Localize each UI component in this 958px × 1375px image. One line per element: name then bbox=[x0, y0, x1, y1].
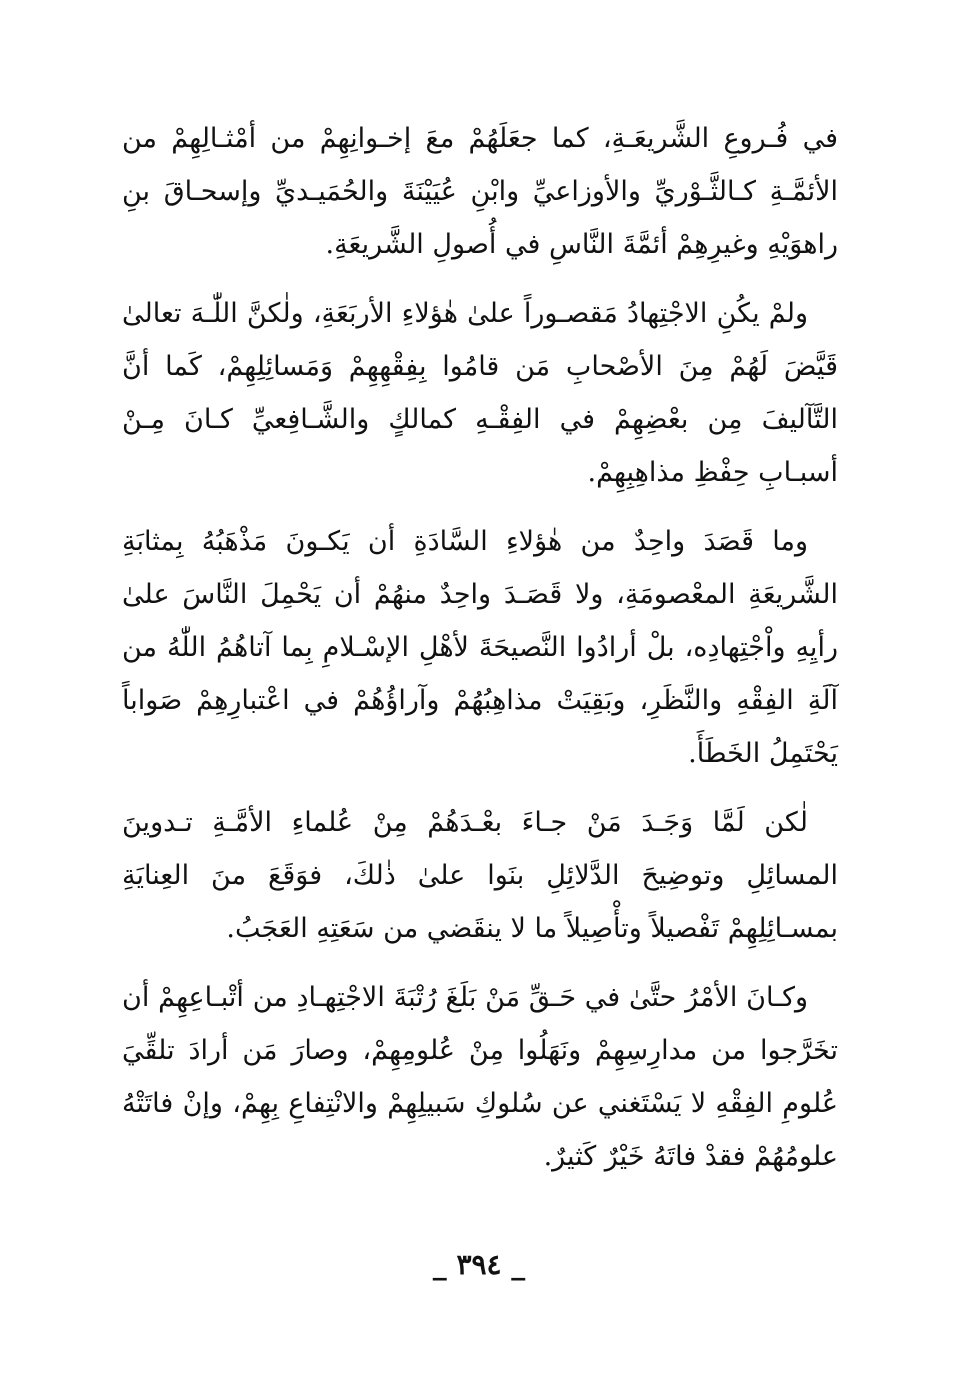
page-number: _ ٣٩٤ _ bbox=[432, 1248, 526, 1281]
paragraph-1: في فُـروعِ الشَّريعَـةِ، كما جعَلَهُمْ معَ إخـوانِهِمْ من أمْثـالِهِمْ من الأئمَّـةِ كـالثَّـوْريِّ والأوزاعيِّ وابْنِ عُيَيْنَةَ والحُمَيـديِّ وإسحـاقَ بنِ راهوَيْهِ وغيرِهِمْ أئمَّةَ النَّاسِ في أُصولِ الشَّريعَةِ. bbox=[122, 123, 838, 260]
paragraph-2: ولمْ يكُنِ الاجْتِهادُ مَقصـوراً علىٰ هٰؤلاءِ الأربَعَةِ، ولٰكنَّ اللّٰـهَ تعالىٰ قَيَّضَ لَهُمْ مِنَ الأصْحابِ مَن قامُوا بِفِقْهِهِمْ وَمَسائِلِهِمْ، كَما أنَّ التَّآليفَ مِن بعْضِهِمْ في الفِقْـهِ كمالكٍ والشَّـافِعيِّ كـانَ مِـنْ أسبـابِ حِفْظِ مذاهِبِهِمْ. bbox=[122, 298, 838, 488]
body-text bbox=[122, 112, 838, 1199]
paragraph-3: وما قَصَدَ واحِدٌ من هٰؤلاءِ السَّادَةِ أن يَكـونَ مَذْهَبُهُ بِمثابَةِ الشَّريعَةِ المعْصومَةِ، ولا قَصَـدَ واحِدٌ منهُمْ أن يَحْمِلَ النَّاسَ علىٰ رأيِهِ واْجْتِهادِه، بلْ أرادُوا النَّصيحَةَ لأهْلِ الإسْـلامِ بِما آتاهُمُ اللّٰهُ من آلَةِ الفِقْهِ والنَّظَرِ، وبَقِيَتْ مذاهِبُهُمْ وآراؤُهُمْ في اعْتبارِهِمْ صَواباً يَحْتَمِلُ الخَطَأَ. bbox=[122, 526, 838, 769]
paragraph-4: لٰكن لَمَّا وَجَـدَ مَنْ جـاءَ بعْـدَهُمْ مِنْ عُلماءِ الأمَّـةِ تـدوينَ المسائِلِ وتوضِيحَ الدَّلائِلِ بنَوا علىٰ ذٰلكَ، فوَقَعَ منَ العِنايَةِ بمسـائِلِهِمْ تَفْصيلاً وتأْصِيلاً ما لا ينقَضي من سَعَتِهِ العَجَبُ. bbox=[122, 807, 838, 944]
paragraph-5: وكـانَ الأمْرُ حتَّىٰ في حَـقِّ مَنْ بَلَغَ رُتْبَةَ الاجْتِهـادِ من أتْبـاعِهِمْ أن تخَرَّجوا من مدارِسِهِمْ ونَهَلُوا مِنْ عُلومِهِمْ، وصارَ مَن أرادَ تلقِّيَ عُلومِ الفِقْهِ لا يَسْتَغني عن سُلوكِ سَبيلِهِمْ والانْتِفاعِ بِهِمْ، وإنْ فاتَتْهُ علومُهُمْ فقدْ فاتَهُ خَيْرٌ كَثيرٌ. bbox=[122, 982, 838, 1172]
